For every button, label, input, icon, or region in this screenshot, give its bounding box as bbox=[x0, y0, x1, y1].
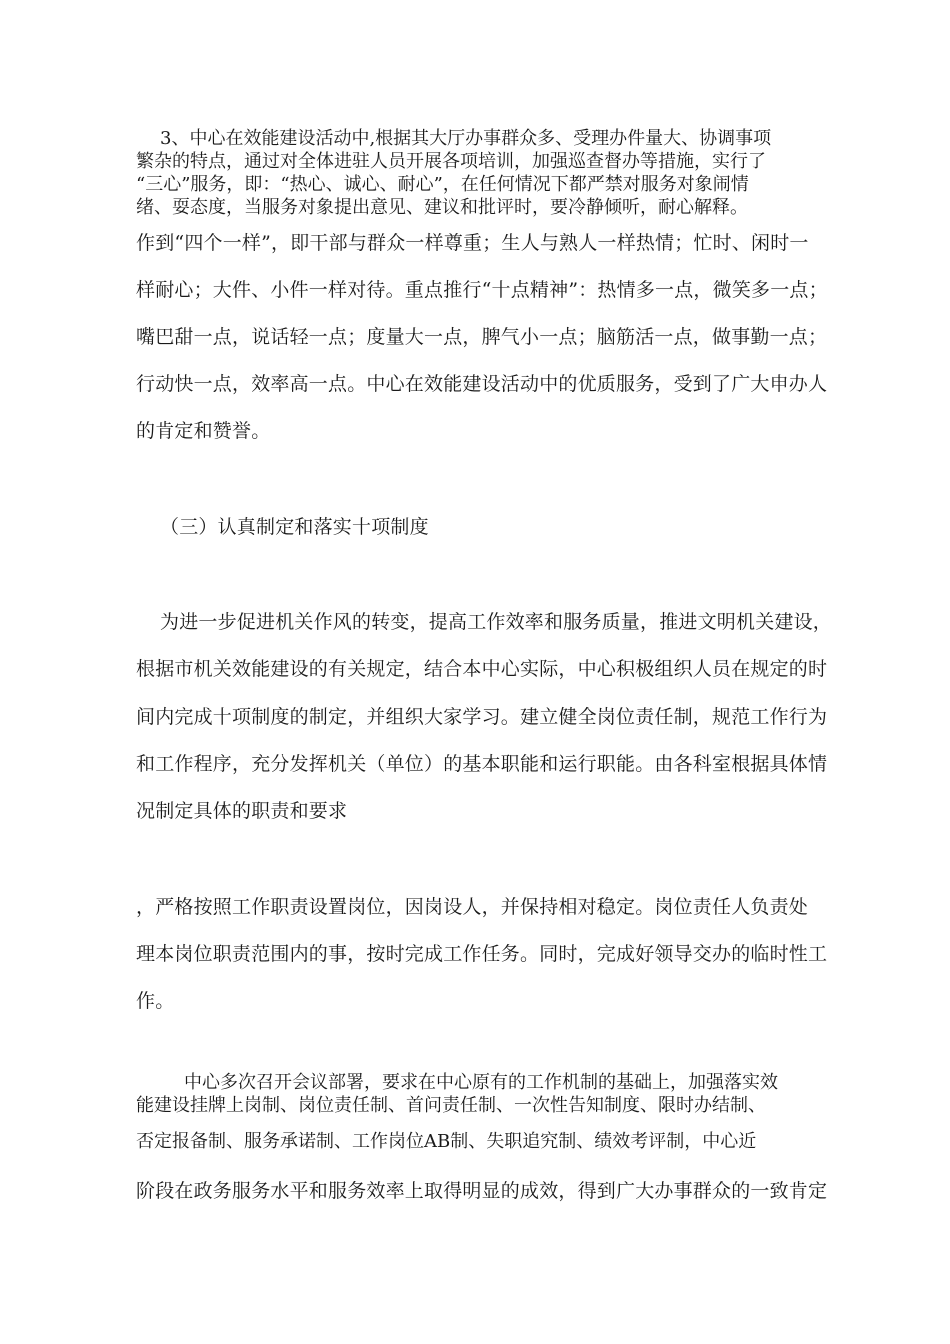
p5-line-1: 中心多次召开会议部署，要求在中心原有的工作机制的基础上，加强落实效 bbox=[184, 1072, 778, 1093]
p5-line-2: 能建设挂牌上岗制、岗位责任制、首问责任制、一次性告知制度、限时办结制、 bbox=[136, 1095, 766, 1116]
p2-line-2: 样耐心；大件、小件一样对待。重点推行“十点精神”：热情多一点，微笑多一点； bbox=[136, 279, 828, 301]
p1-line-2: 繁杂的特点，通过对全体进驻人员开展各项培训，加强巡查督办等措施，实行了 bbox=[136, 151, 766, 172]
p2-line-1: 作到“四个一样”，即干部与群众一样尊重；生人与熟人一样热情；忙时、闲时一 bbox=[136, 232, 809, 254]
p3-line-3: 间内完成十项制度的制定，并组织大家学习。建立健全岗位责任制，规范工作行为 bbox=[136, 706, 828, 728]
p4-line-2: 理本岗位职责范围内的事，按时完成工作任务。同时，完成好领导交办的临时性工 bbox=[136, 943, 828, 965]
p2-line-3: 嘴巴甜一点，说话轻一点；度量大一点，脾气小一点；脑筋活一点，做事勤一点； bbox=[136, 326, 828, 348]
p1-line-1: 3、中心在效能建设活动中,根据其大厅办事群众多、受理办件量大、协调事项 bbox=[160, 128, 772, 149]
p4-line-3: 作。 bbox=[136, 990, 175, 1012]
section-heading: （三）认真制定和落实十项制度 bbox=[160, 516, 429, 538]
p1-line-4: 绪、耍态度，当服务对象提出意见、建议和批评时，要冷静倾听，耐心解释。 bbox=[136, 197, 748, 218]
p3-line-1: 为进一步促进机关作风的转变，提高工作效率和服务质量，推进文明机关建设， bbox=[160, 611, 833, 633]
p2-line-5: 的肯定和赞誉。 bbox=[136, 420, 271, 442]
p3-line-4: 和工作程序，充分发挥机关（单位）的基本职能和运行职能。由各科室根据具体情 bbox=[136, 753, 828, 775]
p5-line-4: 阶段在政务服务水平和服务效率上取得明显的成效，得到广大办事群众的一致肯定 bbox=[136, 1180, 828, 1202]
p4-line-1: ，严格按照工作职责设置岗位，因岗设人，并保持相对稳定。岗位责任人负责处 bbox=[136, 896, 809, 918]
p5-line-3: 否定报备制、服务承诺制、工作岗位AB制、失职追究制、绩效考评制，中心近 bbox=[136, 1131, 757, 1152]
p3-line-2: 根据市机关效能建设的有关规定，结合本中心实际，中心积极组织人员在规定的时 bbox=[136, 658, 828, 680]
p2-line-4: 行动快一点，效率高一点。中心在效能建设活动中的优质服务，受到了广大申办人 bbox=[136, 373, 828, 395]
p1-line-3: “三心”服务，即：“热心、诚心、耐心”，在任何情况下都严禁对服务对象闹情 bbox=[136, 174, 749, 195]
p3-line-5: 况制定具体的职责和要求 bbox=[136, 800, 348, 822]
